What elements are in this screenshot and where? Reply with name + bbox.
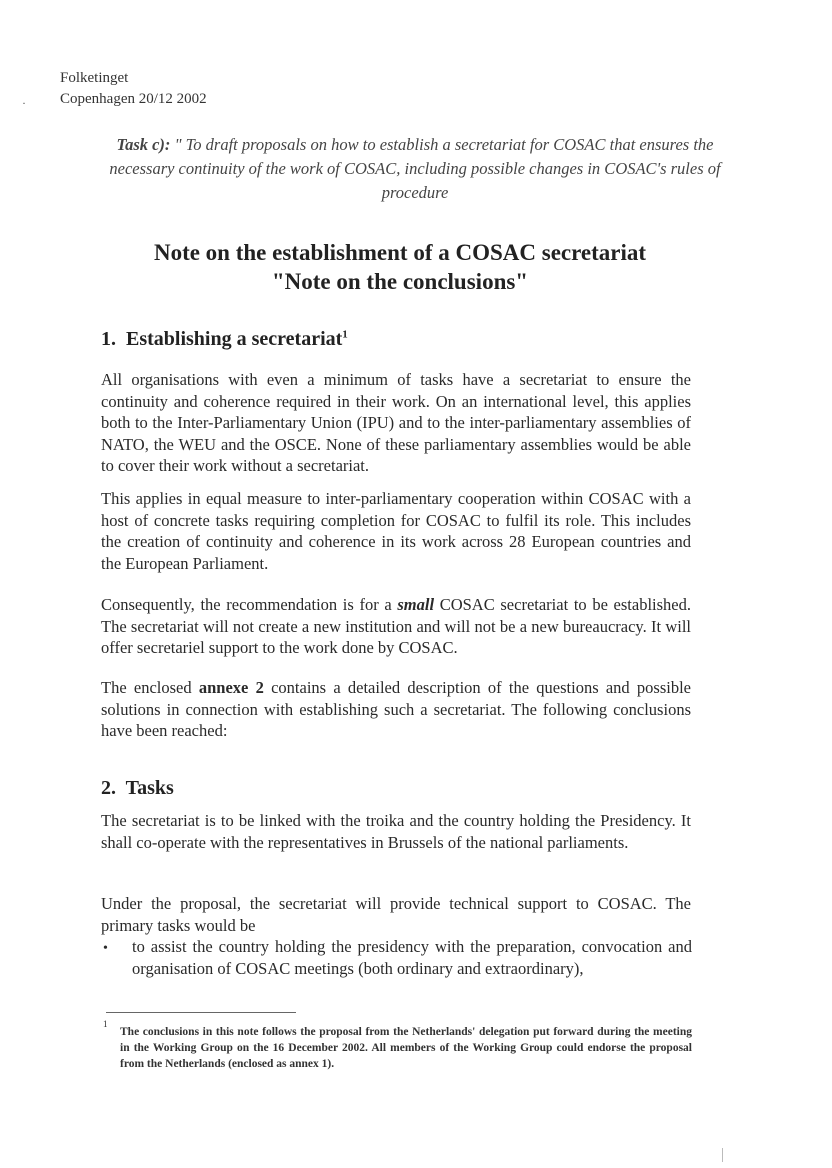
para3-start: Consequently, the recommendation is for a xyxy=(101,595,398,614)
bullet-marker: • xyxy=(103,941,108,956)
task-label: Task c): xyxy=(116,135,171,154)
section-1-paragraph-3 xyxy=(101,594,691,659)
footnote-divider xyxy=(106,1012,296,1013)
title-line-1: Note on the establishment of a COSAC secretariat xyxy=(153,240,647,265)
place-date: Copenhagen 20/12 2002 xyxy=(60,91,207,107)
document-title xyxy=(60,238,740,296)
task-text: " To draft proposals on how to establish a secretariat for COSAC that ensures the necessary continuity of the work of COSAC, including possible changes in COSAC's rules of procedure xyxy=(109,135,721,202)
section-2-paragraph-1: The secretariat is to be linked with the troika and the country holding the Presidency. It shall co-operate with the representatives in Brussels of the national parliaments. xyxy=(101,811,691,852)
scan-mark: · xyxy=(22,96,26,110)
section-1-paragraph-1: All organisations with even a minimum of tasks have a secretariat to ensure the continuity and coherence required in their work. On an international level, this applies both to the Inter-Parliamentary Union (IPU) and to the inter-parliamentary assemblies of NATO, the WEU and the OSCE. None of these parliamentary assemblies would be able to cover their work without a secretariat. xyxy=(101,370,691,475)
section-1-title: Establishing a secretariat xyxy=(126,328,343,350)
footnote-number: 1 xyxy=(103,1019,108,1029)
section-2-title: Tasks xyxy=(125,777,174,799)
section-1-number: 1. xyxy=(101,328,116,350)
bullet-item-1: to assist the country holding the presidency with the preparation, convocation and organisation of COSAC meetings (both ordinary and extraordinary), xyxy=(132,937,692,978)
section-1-paragraph-4 xyxy=(101,677,691,742)
para3-emphasis: small xyxy=(397,595,435,614)
footnote-ref: 1 xyxy=(342,328,348,341)
section-2-number: 2. xyxy=(101,777,116,799)
section-2-heading xyxy=(101,777,174,800)
para4-start: The enclosed xyxy=(101,678,199,697)
section-2-paragraph-2: Under the proposal, the secretariat will provide technical support to COSAC. The primary tasks would be xyxy=(101,894,691,935)
para4-annex: annexe 2 xyxy=(198,678,264,697)
task-description xyxy=(100,133,730,205)
section-1-paragraph-2: This applies in equal measure to inter-parliamentary cooperation within COSAC with a host of concrete tasks requiring completion for COSAC to fulfil its role. This includes the creation of continuity and coherence in its work across 28 European countries and the European Parliament. xyxy=(101,489,691,573)
organisation-name: Folketinget xyxy=(60,70,129,86)
page-edge-mark xyxy=(722,1148,723,1162)
document-header xyxy=(60,68,207,110)
para4-end: contains a detailed description of the questions and possible solutions in connection with establishing such a secretariat. The following conclusions have been reached: xyxy=(101,678,691,740)
footnote-text: The conclusions in this note follows the proposal from the Netherlands' delegation put forward during the meeting in the Working Group on the 16 December 2002. All members of the Working Group could endorse the proposal from the Netherlands (enclosed as annex 1). xyxy=(120,1026,692,1070)
section-1-heading xyxy=(101,328,348,351)
title-line-2: "Note on the conclusions" xyxy=(271,269,529,294)
para3-end: COSAC secretariat to be established. The secretariat will not create a new institution and will not be a new bureaucracy. It will offer secretariel support to the work done by COSAC. xyxy=(101,595,691,657)
